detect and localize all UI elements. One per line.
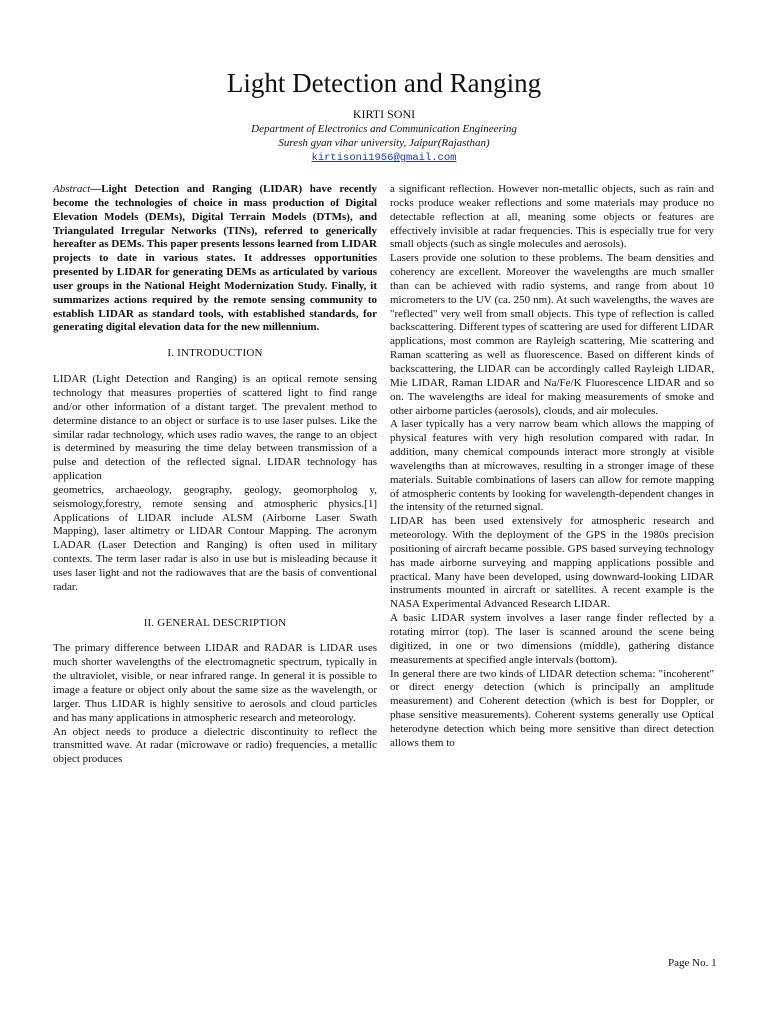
body-paragraph: A basic LIDAR system involves a laser range finder reflected by a rotating mirror (top). The laser is scanned around the scene being digitized, in one or two dimensions (middle), gathering distance measurements at specified angle intervals (bottom). [390, 612, 714, 666]
right-column [390, 183, 714, 751]
author-affiliation [0, 122, 768, 165]
body-paragraph: In general there are two kinds of LIDAR detection schema: "incoherent" or direct energy detection (which is principally an amplitude measurement) and Coherent detection (which is best for Doppler, or phase sensitive measurements). Coherent systems generally use Optical heterodyne detection which being more sensitive than direct detection allows them to [390, 667, 714, 749]
abstract-text: Light Detection and Ranging (LIDAR) have recently become the technologies of choice in mass production of Digital Elevation Models (DEMs), Digital Terrain Models (DTMs), and Triangulated Irregular Networks (TINs), referred to generically hereafter as DEMs. This paper presents lessons learned from LIDAR projects to date in various states. It addresses opportunities presented by LIDAR for generating DEMs as articulated by various user groups in the National Height Modernization Study. Finally, it summarizes actions required by the remote sensing community to establish LIDAR as standard tools, with established standards, for generating digital elevation data for the new millennium. [53, 183, 377, 334]
affiliation-university: Suresh gyan vihar university, Jaipur(Rajasthan) [278, 137, 490, 149]
page-number: Page No. 1 [668, 957, 717, 969]
body-paragraph: LIDAR has been used extensively for atmospheric research and meteorology. With the deployment of the GPS in the 1980s precision positioning of aircraft became possible. GPS based surveying technology has made airborne surveying and mapping applications possible and practical. Many have been developed, using downward-looking LIDAR instruments mounted in aircraft or satellites. A recent example is the NASA Experimental Advanced Research LIDAR. [390, 515, 714, 611]
general-paragraph: The primary difference between LIDAR and RADAR is LIDAR uses much shorter wavelengths of the electromagnetic spectrum, typically in the ultraviolet, visible, or near infrared range. In general it is possible to image a feature or object only about the same size as the wavelength, or larger. Thus LIDAR is highly sensitive to aerosols and cloud particles and has many applications in atmospheric research and meteorology. [53, 642, 377, 724]
author-email-link[interactable]: kirtisoni1956@gmail.com [311, 152, 457, 164]
left-column [53, 183, 377, 767]
body-paragraph: a significant reflection. However non-metallic objects, such as rain and rocks produce weaker reflections and some materials may produce no detectable reflection at all, meaning some objects or features are effectively invisible at radar frequencies. This is especially true for very small objects (such as single molecules and aerosols). [390, 183, 714, 251]
affiliation-department: Department of Electronics and Communication Engineering [251, 123, 517, 135]
intro-paragraph: LIDAR (Light Detection and Ranging) is an optical remote sensing technology that measures properties of scattered light to find range and/or other information of a distant target. The prevalent method to determine distance to an object or surface is to use laser pulses. Like the similar radar technology, which uses radio waves, the range to an object is determined by measuring the time delay between transmission of a pulse and detection of the reflected signal. LIDAR technology has application [53, 373, 377, 483]
author-name: KIRTI SONI [352, 107, 416, 121]
general-paragraph: An object needs to produce a dielectric discontinuity to reflect the transmitted wave. At radar (microwave or radio) frequencies, a metallic object produces [53, 725, 377, 766]
abstract [53, 183, 377, 335]
abstract-dash: — [90, 183, 102, 195]
body-paragraph: Lasers provide one solution to these problems. The beam densities and coherency are excellent. Moreover the wavelengths are much smaller than can be achieved with radio systems, and range from about 10 micrometers to the UV (ca. 250 nm). At such wavelengths, the waves are "reflected" very well from small objects. This type of reflection is called backscattering. Different types of scattering are used for different LIDAR applications, most common are Rayleigh scattering, Mie scattering and Raman scattering as well as fluorescence. Based on different kinds of backscattering, the LIDAR can be accordingly called Rayleigh LIDAR, Mie LIDAR, Raman LIDAR and Na/Fe/K Fluorescence LIDAR and so on. The wavelengths are ideal for making measurements of smoke and other airborne particles (aerosols), clouds, and air molecules. [390, 252, 714, 417]
body-paragraph: A laser typically has a very narrow beam which allows the mapping of physical features with very high resolution compared with radar. In addition, many chemical compounds interact more strongly at visible wavelengths than at microwaves, resulting in a stronger image of these materials. Suitable combinations of lasers can allow for remote mapping of atmospheric contents by looking for wavelength-dependent changes in the intensity of the returned signal. [390, 418, 714, 514]
paper-title: Light Detection and Ranging [226, 68, 542, 98]
abstract-label: Abstract [53, 183, 91, 195]
section-heading-introduction: I. INTRODUCTION [167, 347, 263, 360]
intro-paragraph: geometrics, archaeology, geography, geology, geomorpholog y, seismology,forestry, remote sensing and atmospheric physics.[1] Applications of LIDAR include ALSM (Airborne Laser Swath Mapping), laser altimetry or LIDAR Contour Mapping. The acronym LADAR (Laser Detection and Ranging) is often used in military contexts. The term laser radar is also in use but is misleading because it uses laser light and not the radiowaves that are the basis of conventional radar. [53, 483, 377, 593]
section-heading-general-description: II. GENERAL DESCRIPTION [143, 616, 287, 629]
